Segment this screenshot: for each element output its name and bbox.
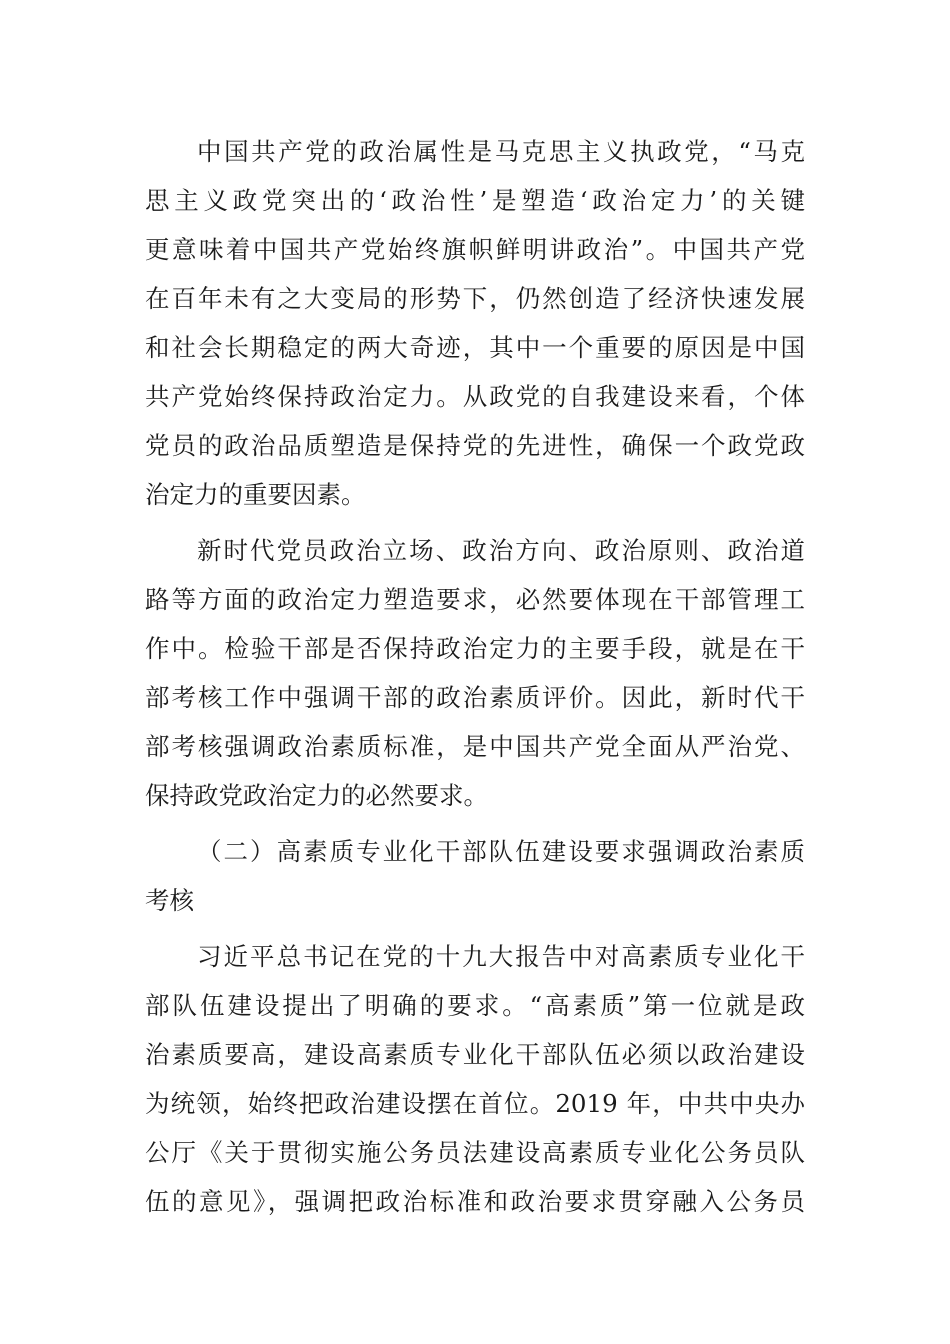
paragraph-2-line-3: 作中。检验干部是否保持政治定力的主要手段，就是在干 bbox=[145, 634, 805, 663]
paragraph-2-line-1: 新时代党员政治立场、政治方向、政治原则、政治道 bbox=[197, 536, 805, 565]
paragraph-1-line-4: 在百年未有之大变局的形势下，仍然创造了经济快速发展 bbox=[145, 284, 805, 313]
paragraph-1-line-2: 思主义政党突出的‘政治性’是塑造‘政治定力’的关键 bbox=[145, 186, 805, 215]
paragraph-1-line-5: 和社会长期稳定的两大奇迹，其中一个重要的原因是中国 bbox=[145, 333, 805, 362]
paragraph-1-line-1: 中国共产党的政治属性是马克思主义执政党，“马克 bbox=[197, 137, 805, 166]
paragraph-1-line-6: 共产党始终保持政治定力。从政党的自我建设来看，个体 bbox=[145, 382, 805, 411]
paragraph-2-line-4: 部考核工作中强调干部的政治素质评价。因此，新时代干 bbox=[145, 683, 805, 712]
paragraph-3-line-3: 治素质要高，建设高素质专业化干部队伍必须以政治建设 bbox=[145, 1040, 805, 1069]
paragraph-2-line-2: 路等方面的政治定力塑造要求，必然要体现在干部管理工 bbox=[145, 585, 805, 614]
section-heading-line-1: （二）高素质专业化干部队伍建设要求强调政治素质 bbox=[197, 837, 805, 866]
paragraph-1-line-8: 治定力的重要因素。 bbox=[145, 480, 366, 509]
paragraph-2-line-6: 保持政党政治定力的必然要求。 bbox=[145, 781, 488, 810]
paragraph-1-line-3: 更意味着中国共产党始终旗帜鲜明讲政治”。中国共产党 bbox=[145, 235, 805, 264]
paragraph-3-line-4: 为统领，始终把政治建设摆在首位。2019 年，中共中央办 bbox=[145, 1089, 805, 1118]
paragraph-3-line-6: 伍的意见》，强调把政治标准和政治要求贯穿融入公务员 bbox=[145, 1187, 805, 1216]
section-heading-line-2: 考核 bbox=[145, 886, 194, 915]
paragraph-3-line-5: 公厅《关于贯彻实施公务员法建设高素质专业化公务员队 bbox=[145, 1138, 805, 1167]
paragraph-1-line-7: 党员的政治品质塑造是保持党的先进性，确保一个政党政 bbox=[145, 431, 805, 460]
paragraph-3-line-1: 习近平总书记在党的十九大报告中对高素质专业化干 bbox=[197, 942, 805, 971]
paragraph-2-line-5: 部考核强调政治素质标准，是中国共产党全面从严治党、 bbox=[145, 732, 805, 761]
paragraph-3-line-2: 部队伍建设提出了明确的要求。“高素质”第一位就是政 bbox=[145, 991, 805, 1020]
